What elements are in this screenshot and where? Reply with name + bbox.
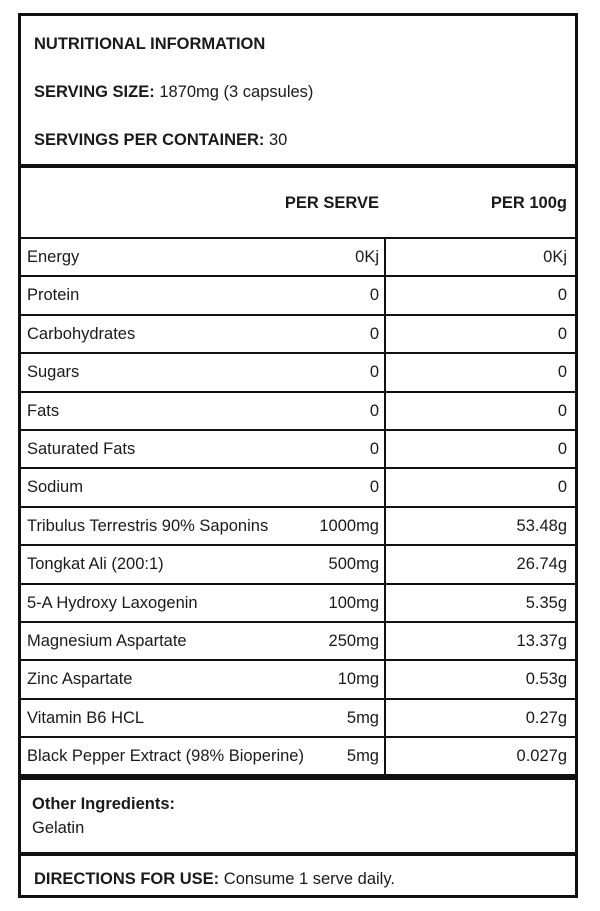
per-100g-value: 0 [557, 324, 567, 343]
servings-label: SERVINGS PER CONTAINER: [34, 131, 265, 149]
directions-label: DIRECTIONS FOR USE: [34, 870, 220, 889]
per-serve-value: 0 [369, 286, 379, 305]
panel-header [21, 16, 575, 164]
table-row [21, 431, 575, 469]
per-100g-value: 0 [557, 363, 567, 382]
per-100g-value: 0 [557, 286, 567, 305]
other-ingredients-label: Other Ingredients: [32, 795, 176, 814]
table-row [21, 661, 575, 699]
nutrient-name: Fats [27, 401, 60, 420]
per-100g-value: 26.74g [516, 555, 567, 574]
per-serve-value: 0 [369, 401, 379, 420]
table-row [21, 316, 575, 354]
nutrition-panel [18, 13, 578, 898]
other-ingredients-value: Gelatin [32, 819, 85, 838]
per-serve-value: 0 [369, 324, 379, 343]
per-100g-value: 13.37g [516, 631, 567, 650]
per-100g-value: 0.27g [525, 708, 567, 727]
per-serve-value: 1000mg [319, 516, 379, 535]
per-serve-value: 0 [369, 439, 379, 458]
per-serve-value: 0 [369, 363, 379, 382]
table-row [21, 508, 575, 546]
table-row [21, 354, 575, 392]
per-serve-value: 500mg [328, 555, 379, 574]
panel-title: NUTRITIONAL INFORMATION [34, 35, 266, 53]
per-100g-value: 5.35g [525, 593, 567, 612]
per-100g-value: 0Kj [543, 248, 567, 266]
nutrient-table [21, 239, 575, 776]
nutrient-name: Carbohydrates [27, 324, 136, 343]
per-serve-value: 5mg [346, 747, 379, 766]
nutrient-name: Saturated Fats [27, 439, 136, 458]
serving-size-value: 1870mg (3 capsules) [154, 83, 314, 101]
per-100g-value: 0 [557, 439, 567, 458]
table-row [21, 393, 575, 431]
per-serve-value: 10mg [337, 670, 379, 689]
table-row [21, 239, 575, 277]
nutrient-name: Tribulus Terrestris 90% Saponins [27, 516, 269, 535]
nutrient-name: Magnesium Aspartate [27, 631, 187, 650]
table-row [21, 469, 575, 507]
other-ingredients [21, 780, 575, 852]
per-serve-value: 100mg [328, 593, 379, 612]
table-row [21, 585, 575, 623]
per-100g-value: 0 [557, 478, 567, 497]
column-header-per-serve: PER SERVE [284, 194, 379, 212]
directions [21, 856, 575, 904]
nutrient-name: Sugars [27, 363, 80, 382]
servings-value: 30 [264, 131, 288, 149]
nutrient-name: Energy [27, 248, 80, 266]
table-row [21, 277, 575, 315]
nutrient-name: Tongkat Ali (200:1) [27, 555, 164, 574]
serving-size [34, 79, 575, 127]
per-100g-value: 0 [557, 401, 567, 420]
per-serve-value: 5mg [346, 708, 379, 727]
per-100g-value: 0.027g [516, 747, 567, 766]
per-serve-value: 0Kj [355, 248, 379, 266]
directions-value: Consume 1 serve daily. [219, 870, 395, 889]
nutrient-name: Sodium [27, 478, 83, 497]
table-row [21, 546, 575, 584]
nutrient-name: Protein [27, 286, 80, 305]
table-row [21, 623, 575, 661]
per-100g-value: 0.53g [525, 670, 567, 689]
table-row [21, 700, 575, 738]
per-100g-value: 53.48g [516, 516, 567, 535]
column-header-per-100g: PER 100g [490, 194, 567, 212]
column-header-row [21, 168, 575, 239]
nutrient-name: Vitamin B6 HCL [27, 708, 145, 727]
per-serve-value: 0 [369, 478, 379, 497]
serving-size-label: SERVING SIZE: [34, 83, 155, 101]
nutrient-name: Black Pepper Extract (98% Bioperine) [27, 747, 304, 766]
table-row [21, 738, 575, 776]
nutrient-name: 5-A Hydroxy Laxogenin [27, 593, 198, 612]
nutrient-name: Zinc Aspartate [27, 670, 133, 689]
per-serve-value: 250mg [328, 631, 379, 650]
